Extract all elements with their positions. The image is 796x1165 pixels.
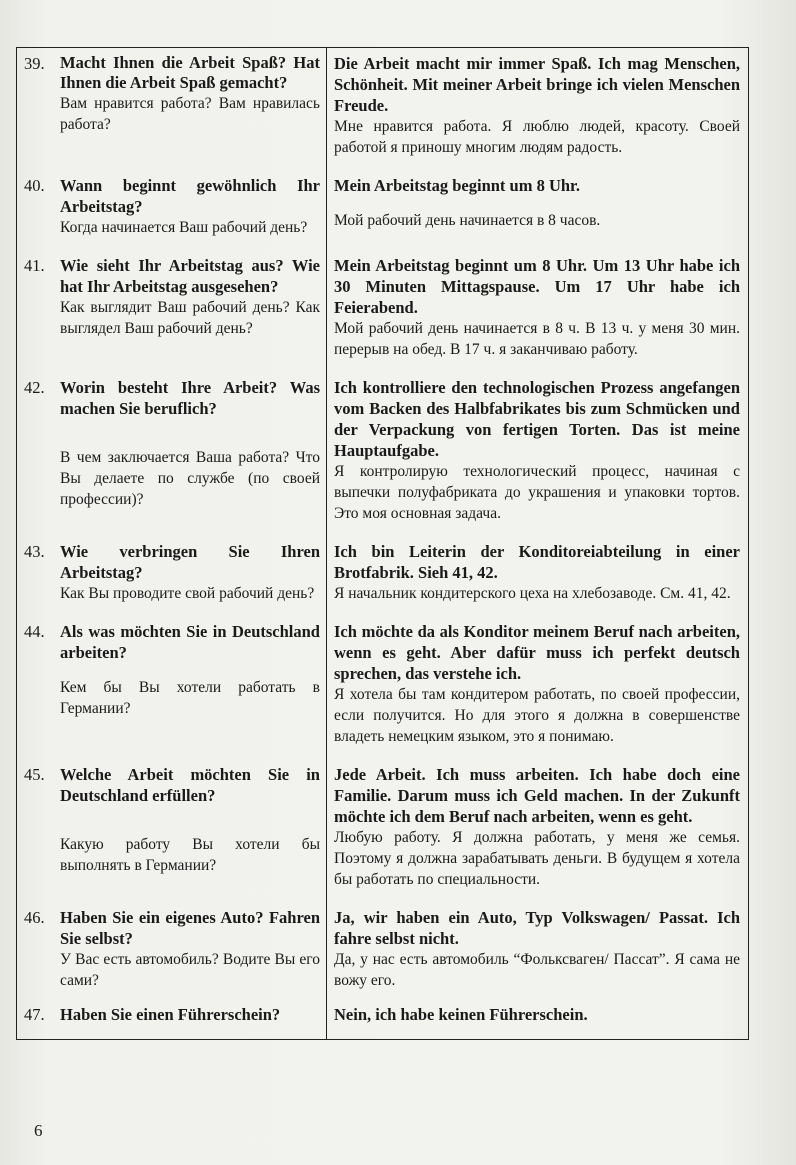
answer-cell	[327, 170, 749, 250]
question-cell	[17, 616, 327, 759]
question-german: Wie verbringen Sie Ihren Arbeitstag?	[60, 542, 320, 582]
answer-german: Die Arbeit macht mir immer Spaß. Ich mag Menschen, Schönheit. Mit meiner Arbeit bringe ich vielen Menschen Freude.	[334, 54, 740, 115]
question-number: 46.	[24, 908, 45, 927]
qa-row-43	[17, 536, 749, 616]
answer-german: Ja, wir haben ein Auto, Typ Volkswagen/ Passat. Ich fahre selbst nicht.	[334, 908, 740, 948]
qa-row-44	[17, 616, 749, 759]
answer-german: Ich bin Leiterin der Konditoreiabteilung in einer Brotfabrik. Sieh 41, 42.	[334, 542, 740, 582]
question-cell	[17, 536, 327, 616]
page-number: 6	[34, 1121, 43, 1140]
question-german: Macht Ihnen die Arbeit Spaß? Hat Ihnen die Arbeit Spaß gemacht?	[60, 53, 320, 92]
qa-row-40	[17, 170, 749, 250]
question-number: 47.	[24, 1005, 45, 1024]
answer-cell	[327, 372, 749, 536]
qa-table	[16, 47, 749, 1040]
answer-cell	[327, 759, 749, 902]
answer-russian: Мой рабочий день начинается в 8 часов.	[334, 212, 601, 229]
answer-cell	[327, 250, 749, 372]
qa-row-39	[17, 48, 749, 171]
question-cell	[17, 999, 327, 1040]
question-number: 44.	[24, 622, 45, 641]
answer-german: Mein Arbeitstag beginnt um 8 Uhr. Um 13 Uhr habe ich 30 Minuten Mittagspause. Um 17 Uhr habe ich Feierabend.	[334, 256, 740, 317]
answer-russian: Я контролирую технологический процесс, начиная с выпечки полуфабриката до украшения и упаковки тортов. Это моя основная задача.	[334, 463, 740, 522]
question-german: Worin besteht Ihre Arbeit? Was machen Sie beruflich?	[60, 378, 320, 418]
answer-russian: Я начальник кондитерского цеха на хлебозаводе. См. 41, 42.	[334, 585, 731, 602]
question-russian: В чем заключается Ваша работа? Что Вы делаете по службе (по своей профессии)?	[60, 449, 320, 508]
answer-german: Nein, ich habe keinen Führerschein.	[334, 1005, 588, 1024]
qa-row-42	[17, 372, 749, 536]
question-russian: Как выглядит Ваш рабочий день? Как выглядел Ваш рабочий день?	[60, 299, 320, 337]
question-cell	[17, 372, 327, 536]
question-german: Als was möchten Sie in Deutschland arbeiten?	[60, 622, 320, 662]
answer-russian: Любую работу. Я должна работать, у меня же семья. Поэтому я должна зарабатывать деньги. В будущем я хотела бы работать по специальности.	[334, 829, 740, 888]
question-russian: Как Вы проводите свой рабочий день?	[60, 585, 315, 602]
answer-cell	[327, 616, 749, 759]
question-number: 40.	[24, 176, 45, 195]
question-cell	[17, 759, 327, 902]
question-german: Haben Sie ein eigenes Auto? Fahren Sie selbst?	[60, 908, 320, 948]
question-cell	[17, 170, 327, 250]
question-number: 43.	[24, 542, 45, 561]
question-german: Wie sieht Ihr Arbeitstag aus? Wie hat Ihr Arbeitstag ausgesehen?	[60, 256, 320, 296]
question-cell	[17, 902, 327, 999]
qa-row-46	[17, 902, 749, 999]
question-russian: Какую работу Вы хотели бы выполнять в Германии?	[60, 836, 320, 874]
answer-cell	[327, 999, 749, 1040]
question-number: 42.	[24, 378, 45, 397]
answer-german: Ich kontrolliere den technologischen Prozess angefangen vom Backen des Halbfabrikates bis zum Schmücken und der Verpackung von fertigen Torten. Das ist meine Hauptaufgabe.	[334, 378, 740, 460]
question-cell	[17, 48, 327, 171]
answer-cell	[327, 902, 749, 999]
question-russian: У Вас есть автомобиль? Водите Вы его сами?	[60, 951, 320, 989]
question-cell	[17, 250, 327, 372]
answer-russian: Мой рабочий день начинается в 8 ч. В 13 ч. у меня 30 мин. перерыв на обед. В 17 ч. я заканчиваю работу.	[334, 320, 740, 358]
qa-row-45	[17, 759, 749, 902]
answer-russian: Да, у нас есть автомобиль “Фольксваген/ Пассат”. Я сама не вожу его.	[334, 951, 740, 989]
question-number: 41.	[24, 256, 45, 275]
answer-german: Jede Arbeit. Ich muss arbeiten. Ich habe doch eine Familie. Darum muss ich Geld machen. In der Zukunft möchte ich dem Beruf nach arbeiten, wenn es geht.	[334, 765, 740, 826]
question-russian: Когда начинается Ваш рабочий день?	[60, 219, 308, 236]
question-german: Wann beginnt gewöhnlich Ihr Arbeitstag?	[60, 176, 320, 216]
question-german: Welche Arbeit möchten Sie in Deutschland erfüllen?	[60, 765, 320, 805]
answer-cell	[327, 48, 749, 171]
question-number: 45.	[24, 765, 45, 784]
answer-russian: Я хотела бы там кондитером работать, по своей профессии, если получится. Но для этого я должна в совершенстве владеть немецким языком, это я понимаю.	[334, 686, 740, 745]
question-german: Haben Sie einen Führerschein?	[60, 1005, 281, 1024]
answer-german: Mein Arbeitstag beginnt um 8 Uhr.	[334, 176, 580, 195]
qa-row-41	[17, 250, 749, 372]
answer-cell	[327, 536, 749, 616]
answer-german: Ich möchte da als Konditor meinem Beruf nach arbeiten, wenn es geht. Aber dafür muss ich perfekt deutsch sprechen, das verstehe ich.	[334, 622, 740, 683]
qa-row-47	[17, 999, 749, 1040]
question-number: 39.	[24, 54, 45, 73]
answer-russian: Мне нравится работа. Я люблю людей, красоту. Своей работой я приношу многим людям радость.	[334, 118, 740, 156]
question-russian: Кем бы Вы хотели работать в Германии?	[60, 679, 320, 717]
question-russian: Вам нравится работа? Вам нравилась работа?	[60, 95, 320, 133]
